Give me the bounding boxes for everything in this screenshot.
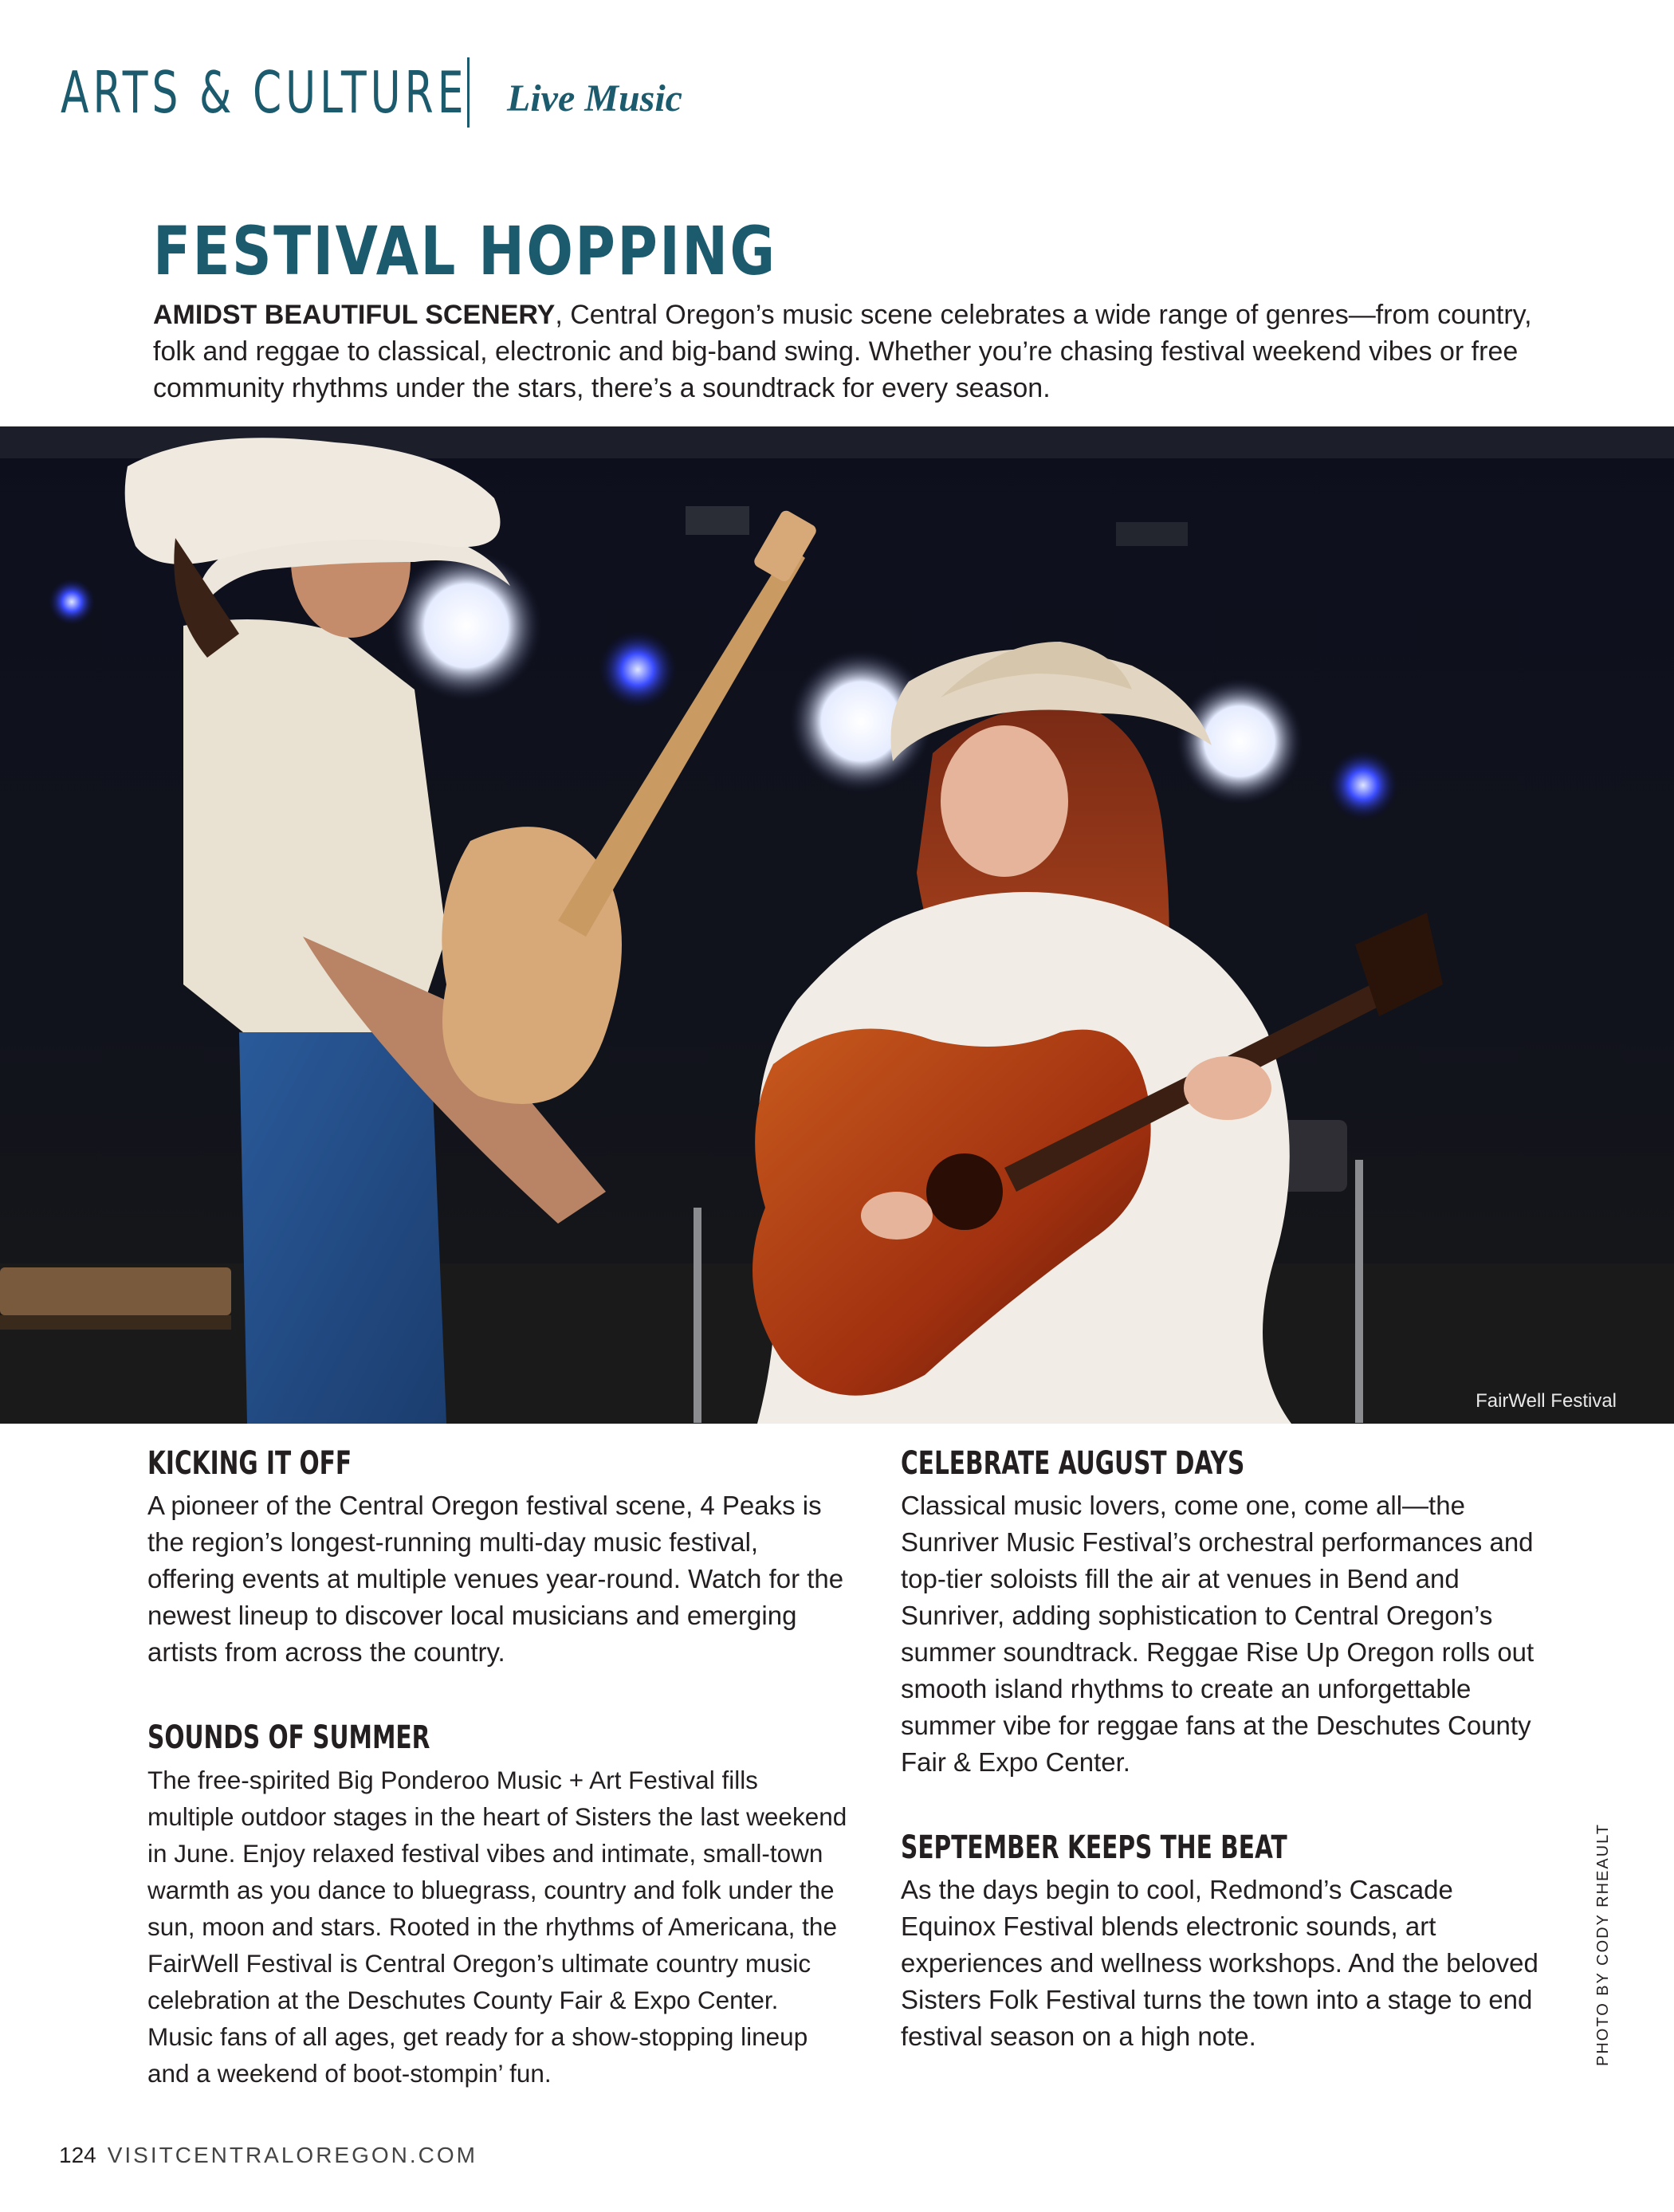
- section-heading: KICKING IT OFF: [147, 1445, 352, 1482]
- page-footer: [59, 2143, 477, 2168]
- page-number: 124: [59, 2143, 96, 2167]
- page-title: FESTIVAL HOPPING: [153, 212, 777, 290]
- section-september-keeps-the-beat: [901, 1827, 1554, 2055]
- section-heading: CELEBRATE AUGUST DAYS: [901, 1445, 1245, 1482]
- photo-credit: PHOTO BY CODY RHEAULT: [1594, 1822, 1612, 2066]
- section-heading: SOUNDS OF SUMMER: [147, 1719, 430, 1756]
- left-column: [147, 1443, 849, 2138]
- section-label: ARTS & CULTURE: [61, 59, 468, 126]
- subsection-label: Live Music: [507, 77, 682, 120]
- footer-url[interactable]: VISITCENTRALOREGON.COM: [107, 2143, 477, 2167]
- intro-paragraph: [153, 297, 1532, 407]
- section-body: Classical music lovers, come one, come all—the Sunriver Music Festival’s orchestral performances and top-tier soloists fill the air at venues in Bend and Sunriver, adding sophistication to Central Oregon’s summer soundtrack. Reggae Rise Up Oregon rolls out smooth island rhythms to create an unforgettable summer vibe for reggae fans at the Deschutes County Fair & Expo Center.: [901, 1491, 1534, 1777]
- section-body: A pioneer of the Central Oregon festival scene, 4 Peaks is the region’s longest-running multi-day music festival, offering events at multiple venues year-round. Watch for the newest lineup to discover local musicians and emerging artists from across the country.: [147, 1491, 844, 1667]
- photo-caption: FairWell Festival: [1476, 1390, 1617, 1412]
- section-heading: SEPTEMBER KEEPS THE BEAT: [901, 1829, 1287, 1866]
- section-body: The free-spirited Big Ponderoo Music + Art Festival fills multiple outdoor stages in the heart of Sisters the last weekend in June. Enjoy relaxed festival vibes and intimate, small-town warmth as you dance to bluegrass, country and folk under the sun, moon and stars. Rooted in the rhythms of Americana, the FairWell Festival is Central Oregon’s ultimate country music celebration at the Deschutes County Fair & Expo Center. Music fans of all ages, get ready for a show-stopping lineup and a weekend of boot-stompin’ fun.: [147, 1766, 847, 2088]
- right-column: [901, 1443, 1554, 2101]
- section-body: As the days begin to cool, Redmond’s Cascade Equinox Festival blends electronic sounds, art experiences and wellness workshops. And the beloved Sisters Folk Festival turns the town into a stage to end festival season on a high note.: [901, 1875, 1538, 2051]
- section-celebrate-august-days: [901, 1443, 1554, 1781]
- header-divider: [467, 57, 470, 128]
- section-sounds-of-summer: [147, 1717, 849, 2092]
- intro-text: , Central Oregon’s music scene celebrates a wide range of genres—from country, folk and reggae to classical, electronic and big-band swing. Whether you’re chasing festival weekend vibes or free community rhythms under the stars, there’s a soundtrack for every season.: [153, 300, 1532, 403]
- section-kicking-it-off: [147, 1443, 849, 1671]
- intro-lead: AMIDST BEAUTIFUL SCENERY: [153, 300, 556, 330]
- concert-photo: [0, 426, 1674, 1424]
